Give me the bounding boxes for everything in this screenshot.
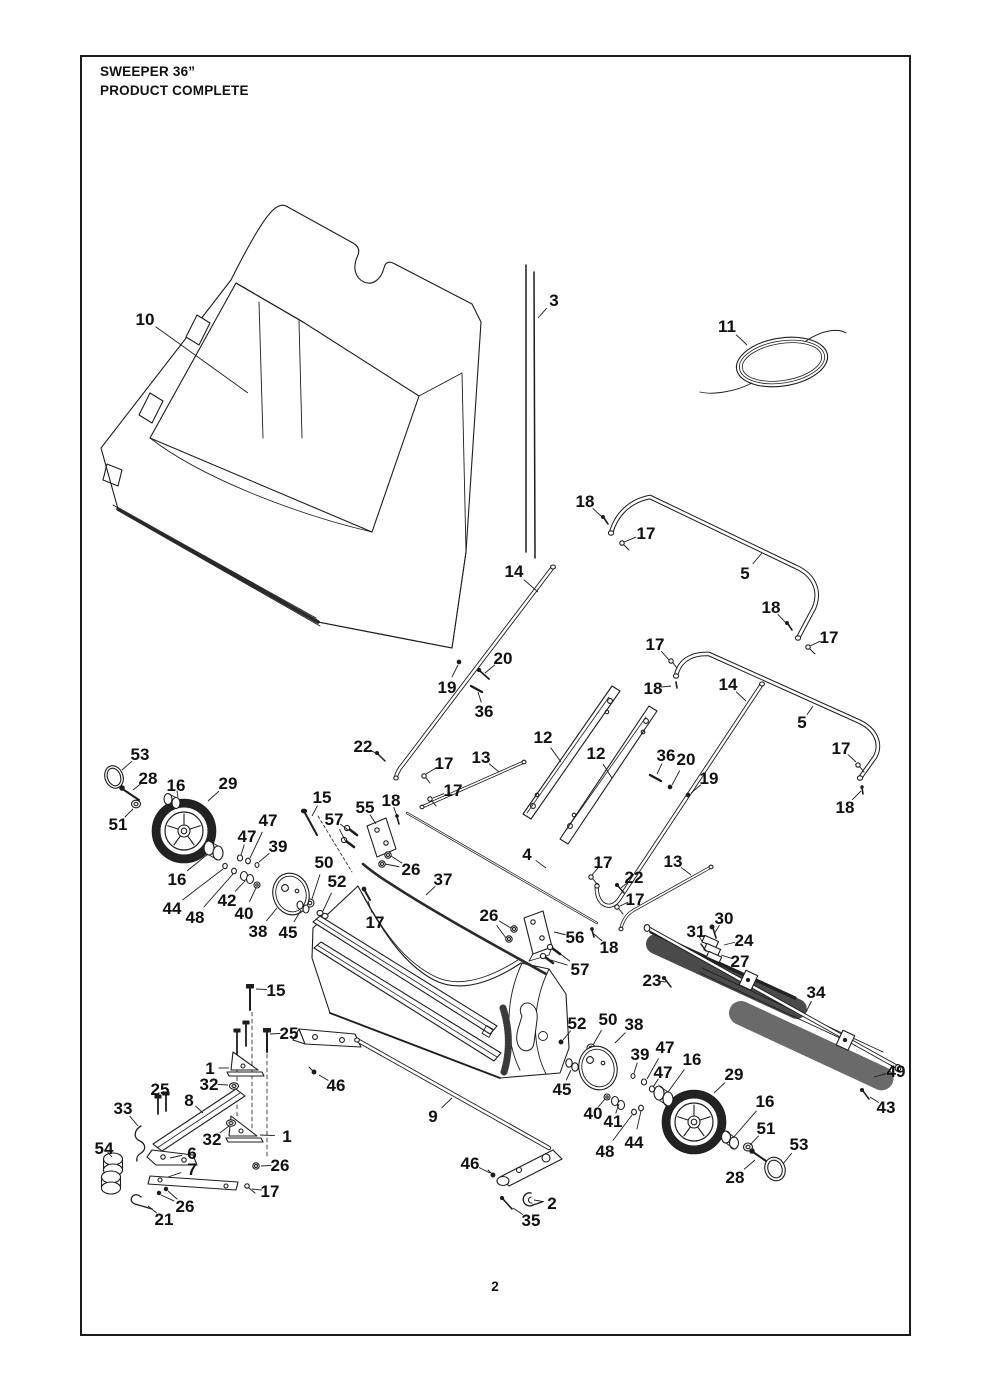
callout-32: 32 xyxy=(202,1130,222,1149)
leader-line xyxy=(807,706,813,715)
callout-7: 7 xyxy=(187,1160,197,1179)
callout-17: 17 xyxy=(819,628,839,647)
callout-32: 32 xyxy=(199,1075,219,1094)
brush-part-34-drawing xyxy=(644,925,901,1099)
callout-38: 38 xyxy=(624,1015,644,1034)
callout-53: 53 xyxy=(789,1135,809,1154)
callout-13: 13 xyxy=(663,852,683,871)
callout-57: 57 xyxy=(570,960,590,979)
leader-line xyxy=(256,989,267,990)
leader-line xyxy=(661,686,671,687)
callout-49: 49 xyxy=(886,1062,906,1081)
callout-10: 10 xyxy=(135,310,155,329)
callout-40: 40 xyxy=(583,1104,603,1123)
callout-47: 47 xyxy=(653,1063,673,1082)
callout-43: 43 xyxy=(876,1098,896,1117)
leader-line xyxy=(489,764,499,772)
leader-line xyxy=(385,864,399,867)
callout-51: 51 xyxy=(756,1119,776,1138)
callout-16: 16 xyxy=(682,1050,702,1069)
leader-line xyxy=(681,867,691,875)
callout-17: 17 xyxy=(443,781,463,800)
callout-16: 16 xyxy=(167,870,187,889)
callout-36: 36 xyxy=(656,746,676,765)
leader-line xyxy=(195,1106,203,1113)
leader-line xyxy=(806,1001,812,1012)
leader-line xyxy=(312,806,318,816)
callout-39: 39 xyxy=(630,1045,650,1064)
callout-1: 1 xyxy=(205,1059,215,1078)
leader-line xyxy=(558,952,570,961)
cable-part-11-drawing xyxy=(700,330,846,393)
leader-line xyxy=(218,1084,228,1085)
leader-line xyxy=(624,537,636,542)
leader-line xyxy=(249,888,256,902)
leader-line xyxy=(235,881,245,891)
callout-20: 20 xyxy=(676,750,696,769)
wheel-left-drawing xyxy=(102,763,328,919)
callout-44: 44 xyxy=(624,1133,644,1152)
callout-33: 33 xyxy=(113,1099,133,1118)
callout-22: 22 xyxy=(353,737,373,756)
callout-52: 52 xyxy=(327,872,347,891)
callout-14: 14 xyxy=(504,562,524,581)
callout-47: 47 xyxy=(237,827,257,846)
callout-18: 18 xyxy=(643,679,663,698)
callout-24: 24 xyxy=(734,931,754,950)
leader-line xyxy=(452,665,458,677)
leader-line xyxy=(536,860,546,868)
leader-line xyxy=(538,308,547,318)
leader-line xyxy=(724,942,735,945)
callout-46: 46 xyxy=(326,1076,346,1095)
callout-47: 47 xyxy=(655,1038,675,1057)
callout-31: 31 xyxy=(686,922,706,941)
callout-29: 29 xyxy=(724,1065,744,1084)
callout-55: 55 xyxy=(355,798,375,817)
leader-line xyxy=(634,1063,637,1073)
leader-line xyxy=(208,791,219,801)
leader-line xyxy=(672,770,680,785)
callout-17: 17 xyxy=(625,890,645,909)
callout-6: 6 xyxy=(187,1144,197,1163)
callout-29: 29 xyxy=(218,774,238,793)
callout-14: 14 xyxy=(718,675,738,694)
callout-23: 23 xyxy=(642,971,662,990)
leader-line xyxy=(753,553,762,564)
callout-35: 35 xyxy=(521,1211,541,1230)
callout-11: 11 xyxy=(718,317,736,336)
callout-4: 4 xyxy=(522,845,532,864)
callout-17: 17 xyxy=(260,1182,280,1201)
callout-19: 19 xyxy=(437,678,457,697)
leader-line xyxy=(266,908,277,921)
leader-line xyxy=(168,1173,181,1177)
leader-line xyxy=(524,580,538,592)
callout-25: 25 xyxy=(279,1024,299,1043)
callout-18: 18 xyxy=(381,791,401,810)
callout-42: 42 xyxy=(217,891,237,910)
leader-line xyxy=(534,1200,544,1202)
callout-27: 27 xyxy=(730,952,750,971)
leader-line xyxy=(615,1033,625,1043)
title-line-2: PRODUCT COMPLETE xyxy=(100,83,249,98)
leader-line xyxy=(161,1195,174,1201)
callout-5: 5 xyxy=(797,713,807,732)
title-line-1: SWEEPER 36” xyxy=(100,64,196,79)
leader-line xyxy=(593,1030,602,1045)
leader-line xyxy=(551,748,561,762)
callout-15: 15 xyxy=(312,788,332,807)
callout-56: 56 xyxy=(565,928,585,947)
callout-34: 34 xyxy=(806,983,826,1002)
callout-13: 13 xyxy=(471,748,491,767)
bottom-left-assembly-drawing xyxy=(102,985,316,1210)
callout-21: 21 xyxy=(154,1210,174,1229)
page-number: 2 xyxy=(491,1279,499,1294)
callout-22: 22 xyxy=(624,868,644,887)
callout-26: 26 xyxy=(479,906,499,925)
callout-39: 39 xyxy=(268,837,288,856)
callout-38: 38 xyxy=(248,922,268,941)
leader-line xyxy=(566,1070,571,1080)
callout-28: 28 xyxy=(138,769,158,788)
hopper-part-10-drawing xyxy=(101,205,481,648)
callout-12: 12 xyxy=(586,744,606,763)
leader-line xyxy=(478,692,481,702)
callout-40: 40 xyxy=(234,904,254,923)
callout-9: 9 xyxy=(428,1107,438,1126)
callout-1: 1 xyxy=(282,1127,292,1146)
leader-line xyxy=(657,764,662,774)
callout-16: 16 xyxy=(166,776,186,795)
callout-37: 37 xyxy=(433,870,453,889)
callout-54: 54 xyxy=(94,1139,114,1158)
callout-18: 18 xyxy=(835,798,855,817)
leader-line xyxy=(744,1160,755,1169)
callout-44: 44 xyxy=(162,899,182,918)
callout-52: 52 xyxy=(567,1014,587,1033)
callout-46: 46 xyxy=(460,1154,480,1173)
callout-17: 17 xyxy=(636,524,656,543)
callout-19: 19 xyxy=(699,769,719,788)
callout-48: 48 xyxy=(595,1142,615,1161)
callout-51: 51 xyxy=(108,815,128,834)
callout-17: 17 xyxy=(434,754,454,773)
callout-26: 26 xyxy=(401,860,421,879)
callout-26: 26 xyxy=(175,1197,195,1216)
callout-20: 20 xyxy=(493,649,513,668)
callout-47: 47 xyxy=(258,811,278,830)
callout-3: 3 xyxy=(549,291,559,310)
callout-53: 53 xyxy=(130,745,150,764)
callout-50: 50 xyxy=(314,853,334,872)
callout-18: 18 xyxy=(599,938,619,957)
callout-8: 8 xyxy=(184,1091,194,1110)
leader-line xyxy=(323,893,332,911)
callout-2: 2 xyxy=(547,1194,557,1213)
leader-line xyxy=(442,1098,452,1108)
leader-line xyxy=(714,1083,725,1093)
callout-48: 48 xyxy=(185,908,205,927)
callout-50: 50 xyxy=(598,1010,618,1029)
leader-line xyxy=(736,335,747,345)
callout-45: 45 xyxy=(552,1080,572,1099)
callout-16: 16 xyxy=(755,1092,775,1111)
callout-30: 30 xyxy=(714,909,734,928)
callout-28: 28 xyxy=(725,1168,745,1187)
leader-line xyxy=(391,856,402,863)
leader-line xyxy=(241,845,244,855)
leader-line xyxy=(637,1111,641,1129)
callout-41: 41 xyxy=(603,1112,623,1131)
callout-12: 12 xyxy=(533,728,553,747)
leader-line xyxy=(312,874,320,899)
leader-line xyxy=(783,1153,792,1164)
leader-line xyxy=(499,921,511,928)
callout-15: 15 xyxy=(266,981,286,1000)
callout-25: 25 xyxy=(150,1080,170,1099)
callout-45: 45 xyxy=(278,923,298,942)
leader-line xyxy=(736,692,746,701)
leader-line xyxy=(497,925,506,938)
rod-part-3-drawing xyxy=(526,265,535,558)
callout-17: 17 xyxy=(593,853,613,872)
leader-line xyxy=(733,1111,756,1138)
leader-line xyxy=(260,1135,275,1136)
braces-part-12-drawing xyxy=(523,686,657,844)
callout-26: 26 xyxy=(270,1156,290,1175)
callout-57: 57 xyxy=(324,810,344,829)
callout-17: 17 xyxy=(645,635,665,654)
callout-36: 36 xyxy=(474,702,494,721)
callout-17: 17 xyxy=(365,913,385,932)
callout-17: 17 xyxy=(831,739,851,758)
callout-18: 18 xyxy=(575,492,595,511)
leader-line xyxy=(554,932,566,935)
callout-18: 18 xyxy=(761,598,781,617)
callout-5: 5 xyxy=(740,564,750,583)
